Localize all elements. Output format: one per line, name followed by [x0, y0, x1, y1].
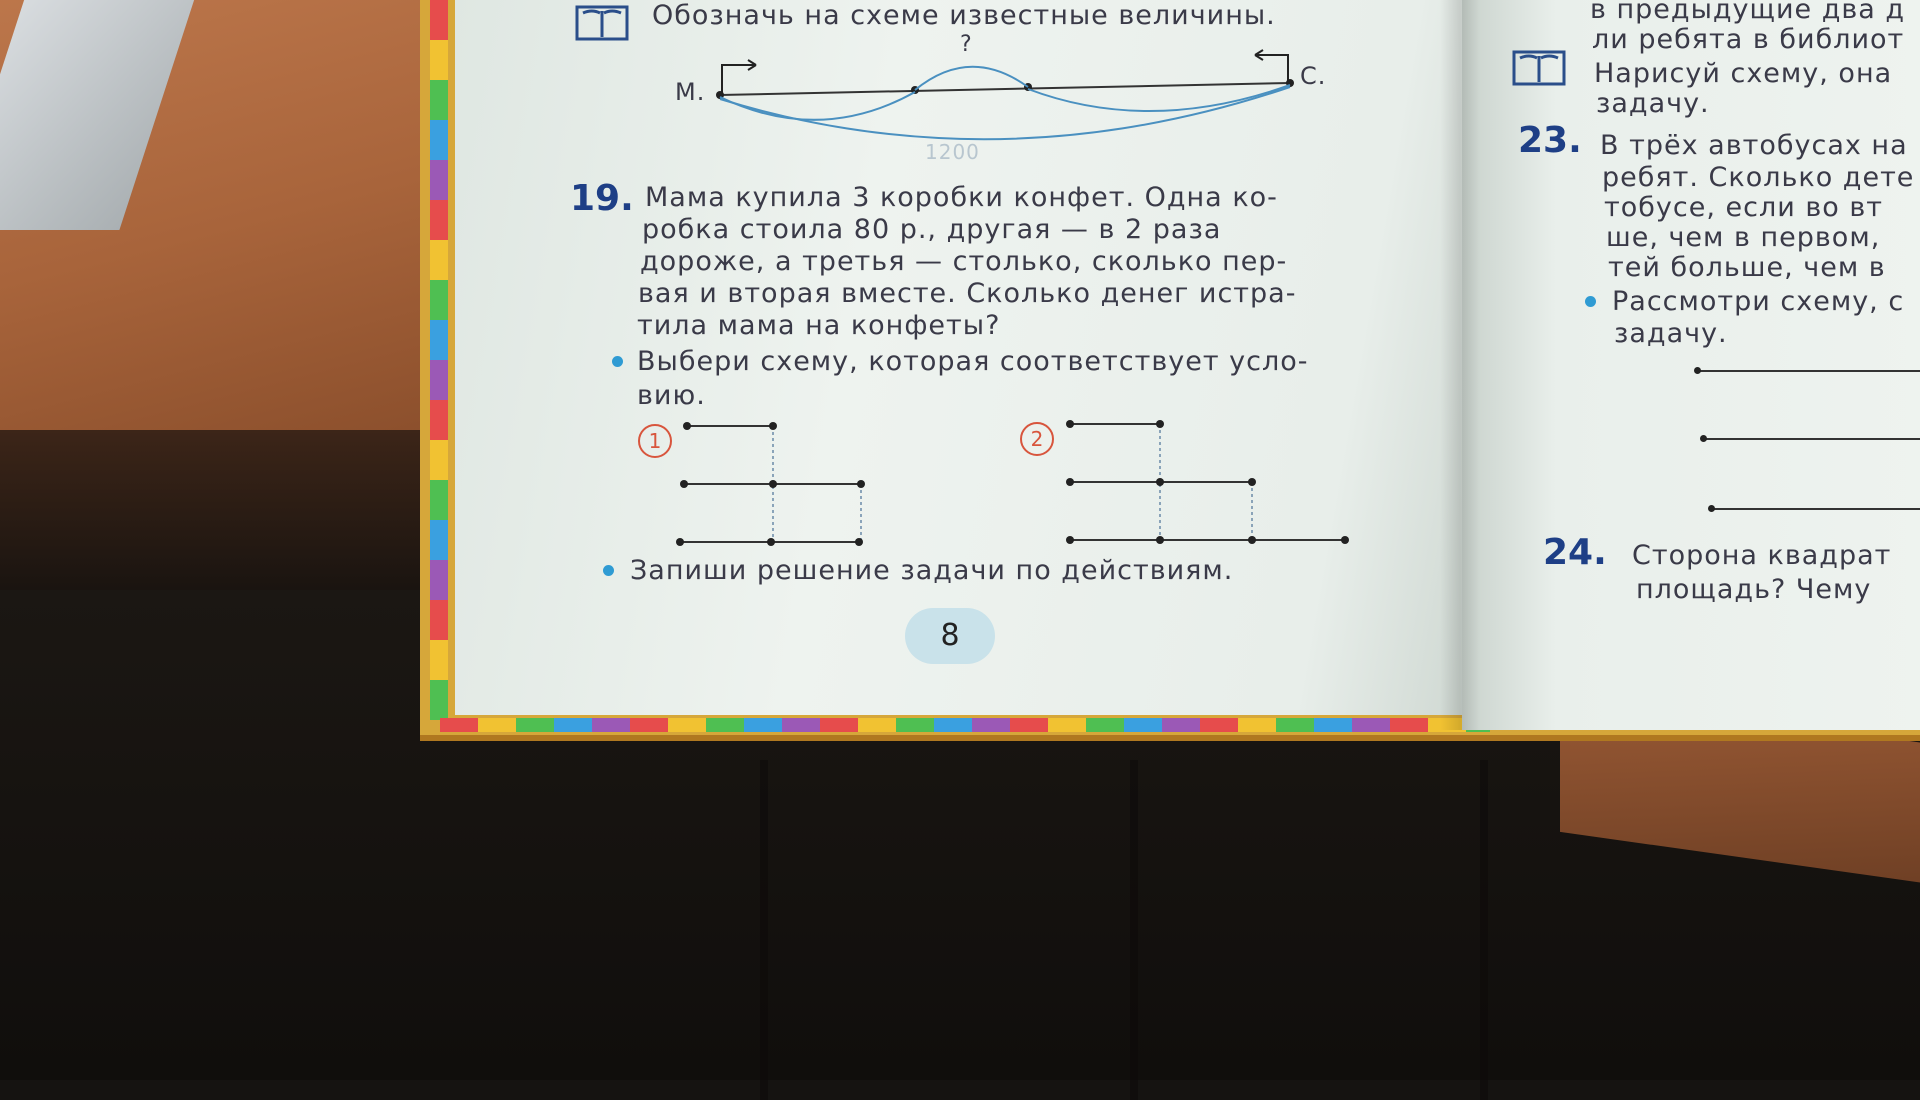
floor-board-line [1130, 760, 1138, 1100]
task-19-line: Мама купила 3 коробки конфет. Одна ко- [645, 182, 1278, 213]
right-page-draw-instruction: Нарисуй схему, она [1594, 58, 1893, 89]
scheme-label-c: С. [1300, 62, 1327, 90]
scheme-point [1700, 435, 1707, 442]
task-19-bullet-text: вию. [637, 380, 706, 411]
task-23-line: ребят. Сколько дете [1602, 162, 1915, 193]
task-intro-text: Обозначь на схеме известные величины. [652, 0, 1276, 31]
scheme-faded-value: 1200 [925, 140, 980, 164]
task-24-number: 24. [1543, 532, 1607, 573]
bullet-dot [1585, 296, 1596, 307]
task-23-line: тей больше, чем в [1608, 252, 1886, 283]
scheme-2-diagram [1060, 408, 1360, 558]
bullet-dot [612, 356, 623, 367]
segment-scheme [670, 35, 1330, 165]
book-gutter [1440, 0, 1480, 730]
book-icon [575, 5, 629, 41]
floor-board-line [760, 760, 768, 1100]
task-19-number: 19. [570, 178, 634, 219]
scheme-1-number: 1 [638, 424, 672, 458]
task-19-line: тила мама на конфеты? [637, 310, 1001, 341]
task-23-line: ше, чем в первом, [1606, 222, 1881, 253]
page-number-badge: 8 [905, 608, 995, 664]
scheme-line [1704, 438, 1920, 440]
task-23-line: тобусе, если во вт [1604, 192, 1883, 223]
bullet-dot [603, 565, 614, 576]
book-icon [1512, 50, 1566, 86]
scheme-point [1708, 505, 1715, 512]
task-23-bullet-text: Рассмотри схему, с [1612, 286, 1905, 317]
right-page-line: ли ребята в библиот [1592, 24, 1905, 55]
scheme-line [1698, 370, 1920, 372]
floor-board-line [1480, 760, 1488, 1100]
book-edge-colors [430, 0, 448, 720]
task-24-line: площадь? Чему [1636, 574, 1872, 605]
task-23-line: В трёх автобусах на [1600, 130, 1908, 161]
scheme-2-number: 2 [1020, 422, 1054, 456]
task-23-bullet-text: задачу. [1614, 318, 1728, 349]
right-page-draw-instruction: задачу. [1596, 88, 1710, 119]
task-19-line: дороже, а третья — столько, сколько пер- [640, 246, 1288, 277]
scheme-line [1712, 508, 1920, 510]
scheme-label-m: М. [675, 78, 706, 106]
scheme-question-mark: ? [960, 32, 973, 57]
scheme-1-diagram [670, 410, 890, 560]
scheme-point [1694, 367, 1701, 374]
task-24-line: Сторона квадрат [1632, 540, 1892, 571]
task-19-bullet-text: Выбери схему, которая соответствует усло- [637, 346, 1309, 377]
task-19-solution-instruction: Запиши решение задачи по действиям. [630, 555, 1234, 586]
book-bottom-colors [440, 718, 1490, 732]
task-19-line: вая и вторая вместе. Сколько денег истра- [638, 278, 1297, 309]
right-page-line: в предыдущие два д [1590, 0, 1906, 25]
task-23-number: 23. [1518, 120, 1582, 161]
task-19-line: робка стоила 80 р., другая — в 2 раза [642, 214, 1222, 245]
